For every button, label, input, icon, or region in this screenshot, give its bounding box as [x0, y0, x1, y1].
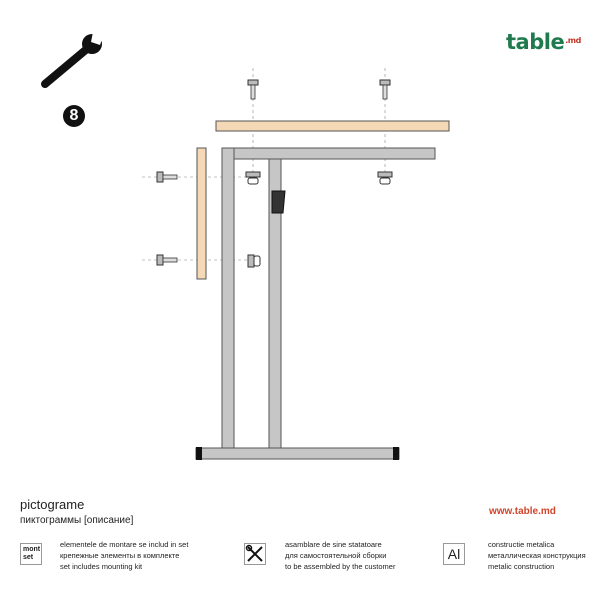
mounting-kit-icon — [20, 543, 42, 565]
legend-item-metal-construction — [488, 539, 586, 572]
nut-top-right — [378, 172, 392, 184]
screw-side-top — [157, 172, 177, 182]
legend-item-self-assembly — [285, 539, 395, 572]
brand-name: table — [506, 30, 565, 54]
wrench-icon — [45, 27, 104, 84]
screw-top-left — [248, 80, 258, 99]
side-panel — [197, 148, 206, 279]
legend-line: constructie metalica — [488, 540, 555, 549]
legend-line: to be assembled by the customer — [285, 562, 396, 571]
legend-line: set includes mounting kit — [60, 562, 143, 571]
mounting-kit-icon-text: mont set — [23, 546, 41, 561]
legend-line: elementele de montare se includ in set — [60, 540, 189, 549]
metal-frame — [196, 148, 435, 459]
legend-line: asamblare de sine statatoare — [285, 540, 382, 549]
legend-line: крепежные элементы в комплекте — [60, 551, 180, 560]
brand-logo — [506, 30, 581, 54]
foot-cap-left — [196, 447, 202, 460]
legend-item-mounting-kit — [60, 539, 188, 572]
assembly-guide-lines — [142, 68, 385, 260]
metal-construction-icon: Al — [443, 543, 465, 565]
pictograms-title: pictograme — [20, 497, 85, 512]
screw-side-bottom — [157, 255, 177, 265]
nut-side — [248, 255, 260, 267]
legend-line: металлическая конструкция — [488, 551, 586, 560]
pictograms-subtitle: пиктограммы [описание] — [20, 515, 134, 526]
website-link[interactable]: www.table.md — [489, 506, 556, 517]
legend-line: для самостоятельной сборки — [285, 551, 387, 560]
screw-top-right — [380, 80, 390, 99]
tools-cross-icon — [244, 543, 266, 565]
tabletop-panel — [216, 121, 449, 131]
step-number-badge: 8 — [63, 105, 85, 127]
nut-top-left — [246, 172, 260, 184]
brand-suffix: .md — [565, 36, 581, 45]
legend-line: metalic construction — [488, 562, 555, 571]
corner-bracket — [272, 191, 285, 213]
foot-cap-right — [393, 447, 399, 460]
